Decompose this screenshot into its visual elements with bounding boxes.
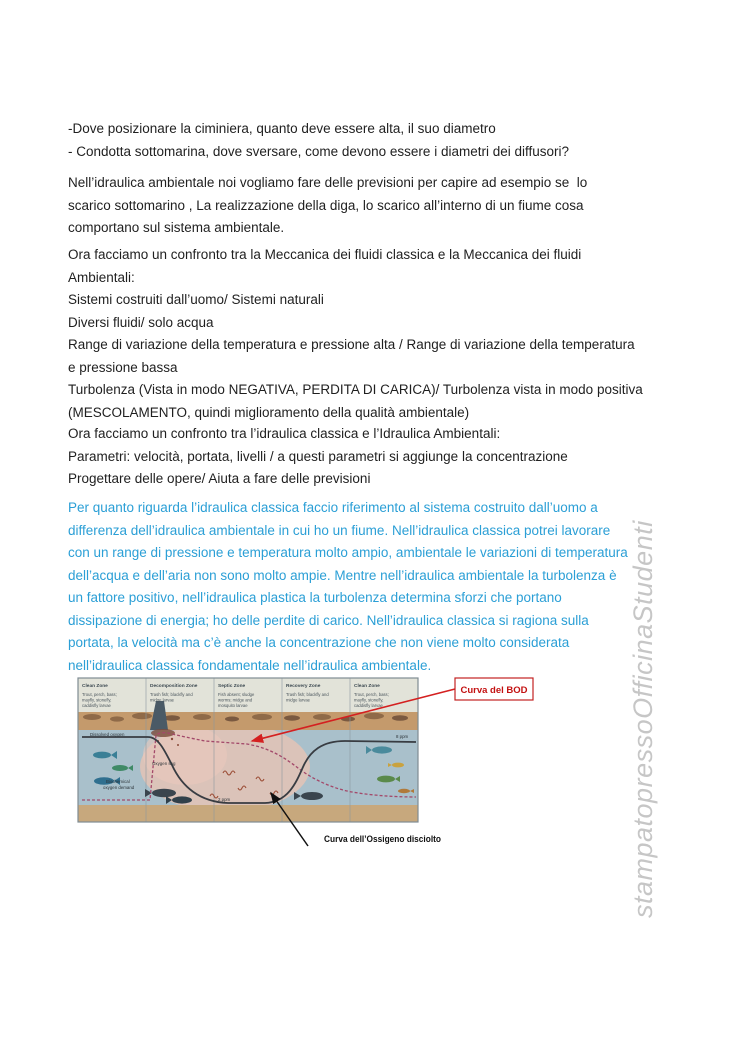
dissolved-oxygen-label: Dissolved oxygen [90,732,125,737]
svg-text:Fish absent; sludge: Fish absent; sludge [218,692,255,697]
zone-title-recovery: Recovery Zone [286,684,321,689]
zone-title-decomposition: Decomposition Zone [150,684,198,689]
text-line: scarico sottomarino , La realizzazione della diga, lo scarico all’interno di un fiume cosa [68,197,584,213]
svg-text:worms; midge and: worms; midge and [218,697,253,703]
text-line: dell’acqua e dell’aria non sono molto ampie. Mentre nell’idraulica ambientale la turbolenza è [68,567,617,583]
paragraph-questions [68,118,688,163]
text-line: Per quanto riguarda l’idraulica classica faccio riferimento al sistema costruito dall’uomo a [68,500,598,515]
svg-text:mayfly, stonefly,: mayfly, stonefly, [354,697,384,703]
text-line: un fattore positivo, nell’idraulica plastica la turbolenza determina sforzi che portano [68,590,562,605]
paragraph-previsioni [68,172,688,240]
text-line: nell’idraulica classica fondamentale nell’idraulica ambientale. [68,657,432,673]
text-line: Diversi fluidi/ solo acqua [68,314,214,330]
bod-label-line2: oxygen demand [103,785,135,790]
svg-text:Trash fish; blackfly and: Trash fish; blackfly and [286,692,329,697]
text-line: con un range di pressione e temperatura molto ampio, ambientale le variazioni di temperatura [68,545,628,560]
text-line: Parametri: velocità, portata, livelli / a questi parametri si aggiunge la concentrazione [68,448,568,464]
oxygen-sag-label: Oxygen sag [152,761,176,766]
text-line: (MESCOLAMENTO, quindi miglioramento della qualità ambientale) [68,404,470,420]
ppm-high-label: 8 ppm [396,734,409,739]
svg-text:midge larvae: midge larvae [150,697,174,703]
bod-label-line1: Biochemical [106,779,130,784]
text-line: Ambientali: [68,269,135,285]
zone-title-septic: Septic Zone [218,684,246,689]
text-line: Turbolenza (Vista in modo NEGATIVA, PERDITA DI CARICA)/ Turbolenza vista in modo positiva [68,382,643,397]
paragraph-commento-blu [68,497,688,677]
svg-text:Trout, perch, bass;: Trout, perch, bass; [82,692,117,697]
ppm-low-label: 2 ppm [218,797,231,802]
zone-title-clean-1: Clean Zone [82,684,108,689]
text-line: Progettare delle opere/ Aiuta a fare delle previsioni [68,471,371,486]
text-line: Ora facciamo un confronto tra l’idraulica classica e l’Idraulica Ambientali: [68,426,501,441]
text-line: portata, la velocità ma c’è anche la concentrazione che non viene molto considerata [68,635,570,650]
svg-text:mayfly, stonefly,: mayfly, stonefly, [82,697,112,703]
text-line: Ora facciamo un confronto tra la Meccanica dei fluidi classica e la Meccanica dei fluidi [68,247,582,262]
svg-text:Trout, perch, bass;: Trout, perch, bass; [354,692,389,697]
svg-text:caddisfly larvae: caddisfly larvae [82,703,111,708]
text-line: Sistemi costruiti dall’uomo/ Sistemi naturali [68,292,324,307]
svg-text:Trash fish; blackfly and: Trash fish; blackfly and [150,692,193,697]
svg-text:mosquito larvae: mosquito larvae [218,703,248,708]
text-line: differenza dell’idraulica ambientale in cui ho un fiume. Nell’idraulica classica potrei lavorare [68,522,611,538]
paragraph-confronto-idraulica [68,423,688,491]
paragraph-confronto-meccanica [68,244,688,424]
svg-text:midge larvae: midge larvae [286,697,310,703]
text-line: - Condotta sottomarina, dove sversare, come devono essere i diametri dei diffusori? [68,143,570,159]
zone-title-clean-2: Clean Zone [354,684,380,689]
text-line: Nell’idraulica ambientale noi vogliamo fare delle previsioni per capire ad esempio se lo [68,175,588,190]
text-line: comportano sul sistema ambientale. [68,220,285,235]
text-line: Range di variazione della temperatura e pressione alta / Range di variazione della temperatura [68,337,635,352]
text-line: e pressione bassa [68,359,178,375]
do-annotation-label: Curva dell’Ossigeno disciolto [324,834,442,844]
svg-text:caddisfly larvae: caddisfly larvae [354,703,383,708]
text-line: dissipazione di energia; ho delle perdite di carico. Nell’idraulica classica si ragiona sulla [68,612,589,628]
text-line: -Dove posizionare la ciminiera, quanto deve essere alta, il suo diametro [68,121,496,136]
oxygen-sag-figure [60,655,680,855]
watermark: stampatopressoOfficinaStudenti [628,520,658,918]
bod-annotation-label: Curva del BOD [460,685,528,696]
